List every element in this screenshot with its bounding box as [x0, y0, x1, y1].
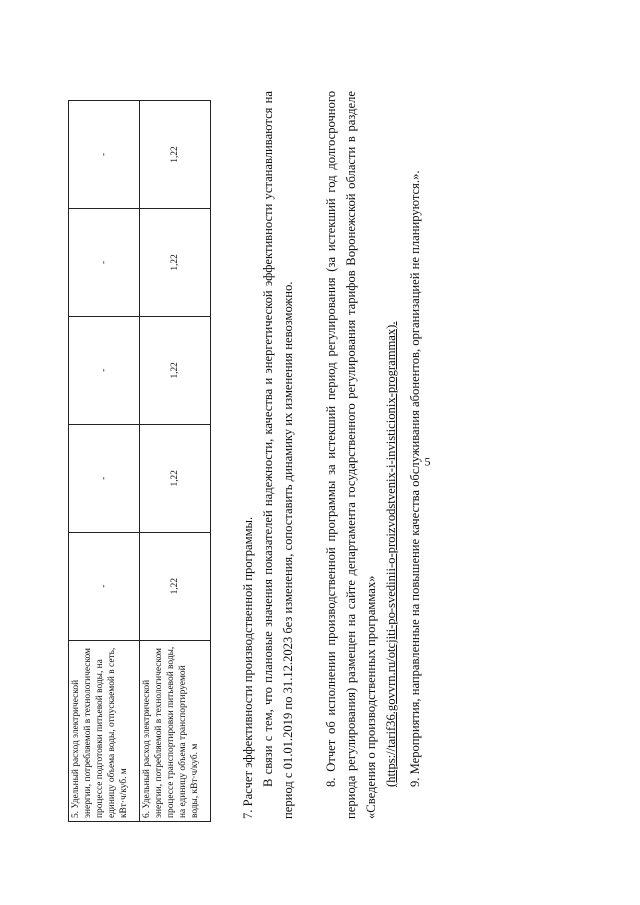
table-cell: -	[69, 424, 140, 532]
table-row	[69, 101, 140, 822]
table-cell: -	[69, 101, 140, 209]
table-cell: -	[69, 208, 140, 316]
row-label: 5. Удельный расход электрической энергии, потребляемой в технологическом процессе подготовки питьевой воды, на единицу объема воды, отпускаемой в сеть, кВт·ч/куб. м	[69, 640, 140, 821]
section-7-paragraph: В связи с тем, что плановые значения показателей надежности, качества и энергетической эффективности устанавливаются на период с 01.01.2019 по 31.12.2023 без изменения, сопоставить динамику их изменения невозможно.	[261, 91, 295, 819]
indicators-table	[68, 100, 211, 822]
page-number: 5	[424, 454, 431, 469]
table-cell: 1,22	[140, 316, 211, 424]
table-cell: -	[69, 532, 140, 640]
section-8-paragraph	[321, 91, 401, 819]
section-9-paragraph: 9. Мероприятия, направленные на повышение качества обслуживания абонентов, организацией не планируются.».	[408, 170, 422, 787]
table-cell: 1,22	[140, 101, 211, 209]
table-cell: 1,22	[140, 532, 211, 640]
table-row	[140, 101, 211, 822]
report-link[interactable]: (https://tarif36.govvrn.ru/otcjiti-po-svedinii-o-proizvodstvenix-i-invisticionix-programmax).	[384, 321, 398, 787]
section-8-text: 8. Отчет об исполнении производственной программы за истекший период регулирования (за истекший год долгосрочного периода регулирования) размещен на сайте департамента государственного регулирования тарифов Воронежской области в разделе «Сведения о производственных программах»	[324, 91, 378, 819]
table-cell: 1,22	[140, 424, 211, 532]
table-cell: 1,22	[140, 208, 211, 316]
table-cell: -	[69, 316, 140, 424]
row-label: 6. Удельный расход электрической энергии, потребляемой в технологическом процессе транспортировки питьевой воды, на единицу объема транспортируемой воды, кВт·ч/куб. м	[140, 640, 211, 821]
section-7-heading: 7. Расчет эффективности производственной программы.	[241, 516, 255, 819]
